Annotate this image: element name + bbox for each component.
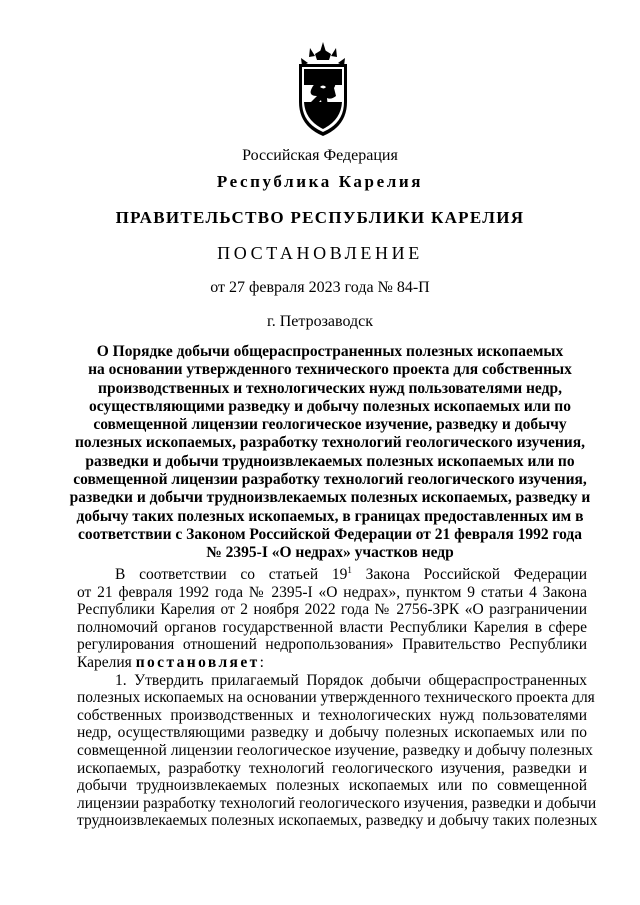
preamble-line: Республики Карелия от 2 ноября 2022 года № 2756-ЗРК «О разграничении [77,601,587,619]
date-and-number: от 27 февраля 2023 года № 84-П [210,279,430,296]
resolves-word: постановляет [135,653,260,671]
title-line: совмещенной лицензии разработку технологий геологического изучения, [73,471,587,489]
preamble-text: В соответствии со статьей 19 [115,566,348,583]
preamble-line: от 21 февраля 1992 года № 2395-I «О недрах», пунктом 9 статьи 4 Закона [77,583,587,601]
item-line: собственных производственных и технологических нужд пользователями [77,706,587,724]
title-line: на основании утвержденного технического проекта для собственных [88,361,572,379]
republic-name: Республика Карелия [216,172,424,191]
government-title: ПРАВИТЕЛЬСТВО РЕСПУБЛИКИ КАРЕЛИЯ [115,208,525,227]
item-line: ископаемых, разработку технологий геологического изучения, разведки и [77,759,587,777]
item-line: 1. Утвердить прилагаемый Порядок добычи общераспространенных [115,671,587,689]
title-line: соответствии с Законом Российской Федерации от 21 февраля 1992 года [77,525,583,543]
document-body [77,565,598,830]
title-line: полезных ископаемых, разработку технологий геологического изучения, [74,434,586,452]
title-line: осуществляющими разведку и добычу полезных ископаемых или по [89,397,571,415]
title-line: № 2395-I «О недрах» участков недр [206,544,454,562]
item-line: совмещенной лицензии геологическое изучение, разведку и добычу полезных [77,741,593,759]
title-line: О Порядке добычи общераспространенных полезных ископаемых [96,343,564,360]
item-1-paragraph [77,671,598,830]
preamble-text: Закона Российской Федерации [351,566,588,583]
document-type: ПОСТАНОВЛЕНИЕ [217,243,423,263]
title-line: добычу таких полезных ископаемых, в границах предоставленных им в [76,507,584,525]
preamble-line [77,566,587,584]
preamble-line [77,654,587,672]
preamble-line: полномочий органов государственной власти Республики Карелия в сфере [77,618,587,636]
title-line: производственных и технологических нужд пользователями недр, [98,379,562,397]
preamble-line: регулирования отношений недропользования» Правительство Республики [77,636,587,654]
preamble-text: : [259,653,264,671]
karelia-coat-of-arms-icon [293,40,353,140]
item-line: трудноизвлекаемых полезных ископаемых, разведку и добычу таких полезных [77,812,598,830]
title-line: совмещенной лицензии геологическое изучение, разведку и добычу [93,416,567,434]
item-line: добычи трудноизвлекаемых полезных ископаемых или по совмещенной [77,777,587,795]
article-superscript: 1 [347,565,352,575]
title-line: разведки и добычи трудноизвлекаемых полезных ископаемых, разведку и [69,489,591,507]
preamble-text: Карелия [77,653,136,671]
country-name: Российская Федерация [242,147,398,164]
title-line: разведки и добычи трудноизвлекаемых полезных ископаемых или по [85,452,575,470]
item-line: недр, осуществляющими разведку и добычу полезных ископаемых или по [77,724,587,742]
document-title [60,343,600,563]
city: г. Петрозаводск [266,313,374,330]
preamble-paragraph [77,566,587,672]
item-line: лицензии разработку технологий геологического изучения, разведки и добычи [77,794,597,812]
item-line: полезных ископаемых на основании утвержденного технического проекта для [77,689,595,707]
